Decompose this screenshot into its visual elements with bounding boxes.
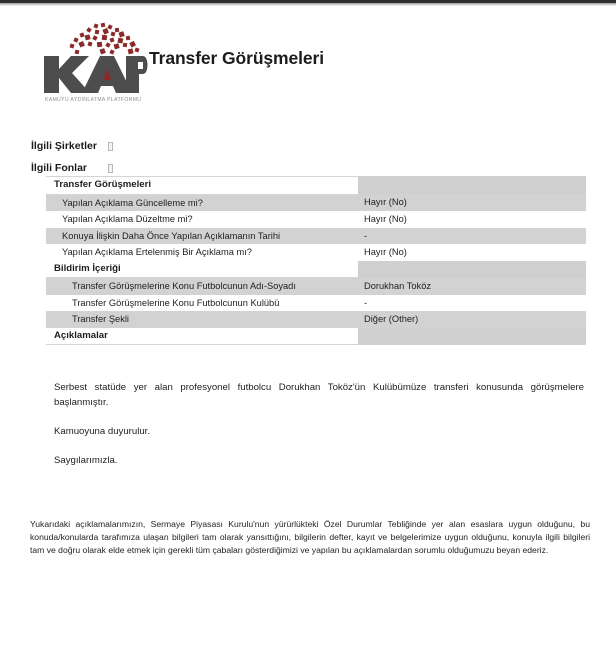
table-cell-label: Transfer Görüşmelerine Konu Futbolcunun Kulübü <box>46 295 358 312</box>
table-cell-label: Transfer Görüşmelerine Konu Futbolcunun Adı-Soyadı <box>46 278 358 295</box>
related-companies-row <box>31 135 331 157</box>
related-funds-label: İlgili Fonlar <box>31 162 88 174</box>
table-section-label: Bildirim İçeriği <box>46 261 358 278</box>
statement-body <box>54 380 584 468</box>
table-cell-value: - <box>358 295 586 312</box>
page-top-strip-shadow <box>0 3 616 6</box>
table-cell-label: Yapılan Açıklama Güncelleme mi? <box>46 194 358 211</box>
related-companies-label: İlgili Şirketler <box>31 140 97 152</box>
kap-logo-wordmark-icon <box>44 56 148 93</box>
table-cell-label: Yapılan Açıklama Ertelenmiş Bir Açıklama mı? <box>46 244 358 261</box>
disclosure-table-body <box>46 177 586 345</box>
statement-paragraph: Kamuoyuna duyurulur. <box>54 426 150 437</box>
table-section-row <box>46 177 586 195</box>
kap-logo-dots-icon <box>70 23 140 55</box>
statement-paragraph: Serbest statüde yer alan profesyonel futbolcu Dorukhan Toköz'ün Kulübümüze transferi konusunda görüşmelere başlanmıştır. <box>54 382 584 408</box>
table-cell-value: Hayır (No) <box>358 244 586 261</box>
table-row <box>46 194 586 211</box>
table-cell-value: - <box>358 228 586 245</box>
table-row <box>46 295 586 312</box>
table-section-value <box>358 177 586 195</box>
table-section-row <box>46 261 586 278</box>
table-cell-value: Diğer (Other) <box>358 311 586 328</box>
kap-logo-svg <box>42 22 150 104</box>
kap-logo <box>42 22 150 104</box>
table-cell-value: Hayır (No) <box>358 194 586 211</box>
table-section-label: Transfer Görüşmeleri <box>46 177 358 195</box>
table-cell-label: Konuya İlişkin Daha Önce Yapılan Açıklamanın Tarihi <box>46 228 358 245</box>
disclosure-table <box>46 176 586 345</box>
table-row <box>46 228 586 245</box>
table-row <box>46 211 586 228</box>
table-section-label: Açıklamalar <box>46 328 358 345</box>
kap-logo-tagline: KAMUYU AYDINLATMA PLATFORMU <box>45 97 142 103</box>
related-funds-value-placeholder-icon <box>108 164 113 173</box>
table-row <box>46 311 586 328</box>
table-cell-label: Transfer Şekli <box>46 311 358 328</box>
statement-paragraph: Saygılarımızla. <box>54 455 118 466</box>
table-cell-value: Dorukhan Toköz <box>358 278 586 295</box>
related-entities-block <box>31 135 331 179</box>
table-cell-value: Hayır (No) <box>358 211 586 228</box>
related-companies-value-placeholder-icon <box>108 142 113 151</box>
table-section-value <box>358 328 586 345</box>
table-row <box>46 278 586 295</box>
page-title: Transfer Görüşmeleri <box>149 48 325 68</box>
table-section-value <box>358 261 586 278</box>
document-header <box>0 22 616 104</box>
table-section-row <box>46 328 586 345</box>
table-cell-label: Yapılan Açıklama Düzeltme mi? <box>46 211 358 228</box>
legal-disclaimer: Yukarıdaki açıklamalarımızın, Sermaye Piyasası Kurulu'nun yürürlükteki Özel Durumlar Tebliğinde yer alan esaslara uygun olduğunu, bu konuda/konularda tarafımıza ulaşan bilgileri tam olarak yansıttığını, bilgilerin defter, kayıt ve belgelerimize uygun olduğunu, konuyla ilgili bilgileri tam ve doğru olarak elde etmek için gerekli tüm çabaları gösterdiğimizi ve yapılan bu açıklamalardan sorumlu olduğumuzu beyan ederiz. <box>30 519 590 555</box>
table-row <box>46 244 586 261</box>
